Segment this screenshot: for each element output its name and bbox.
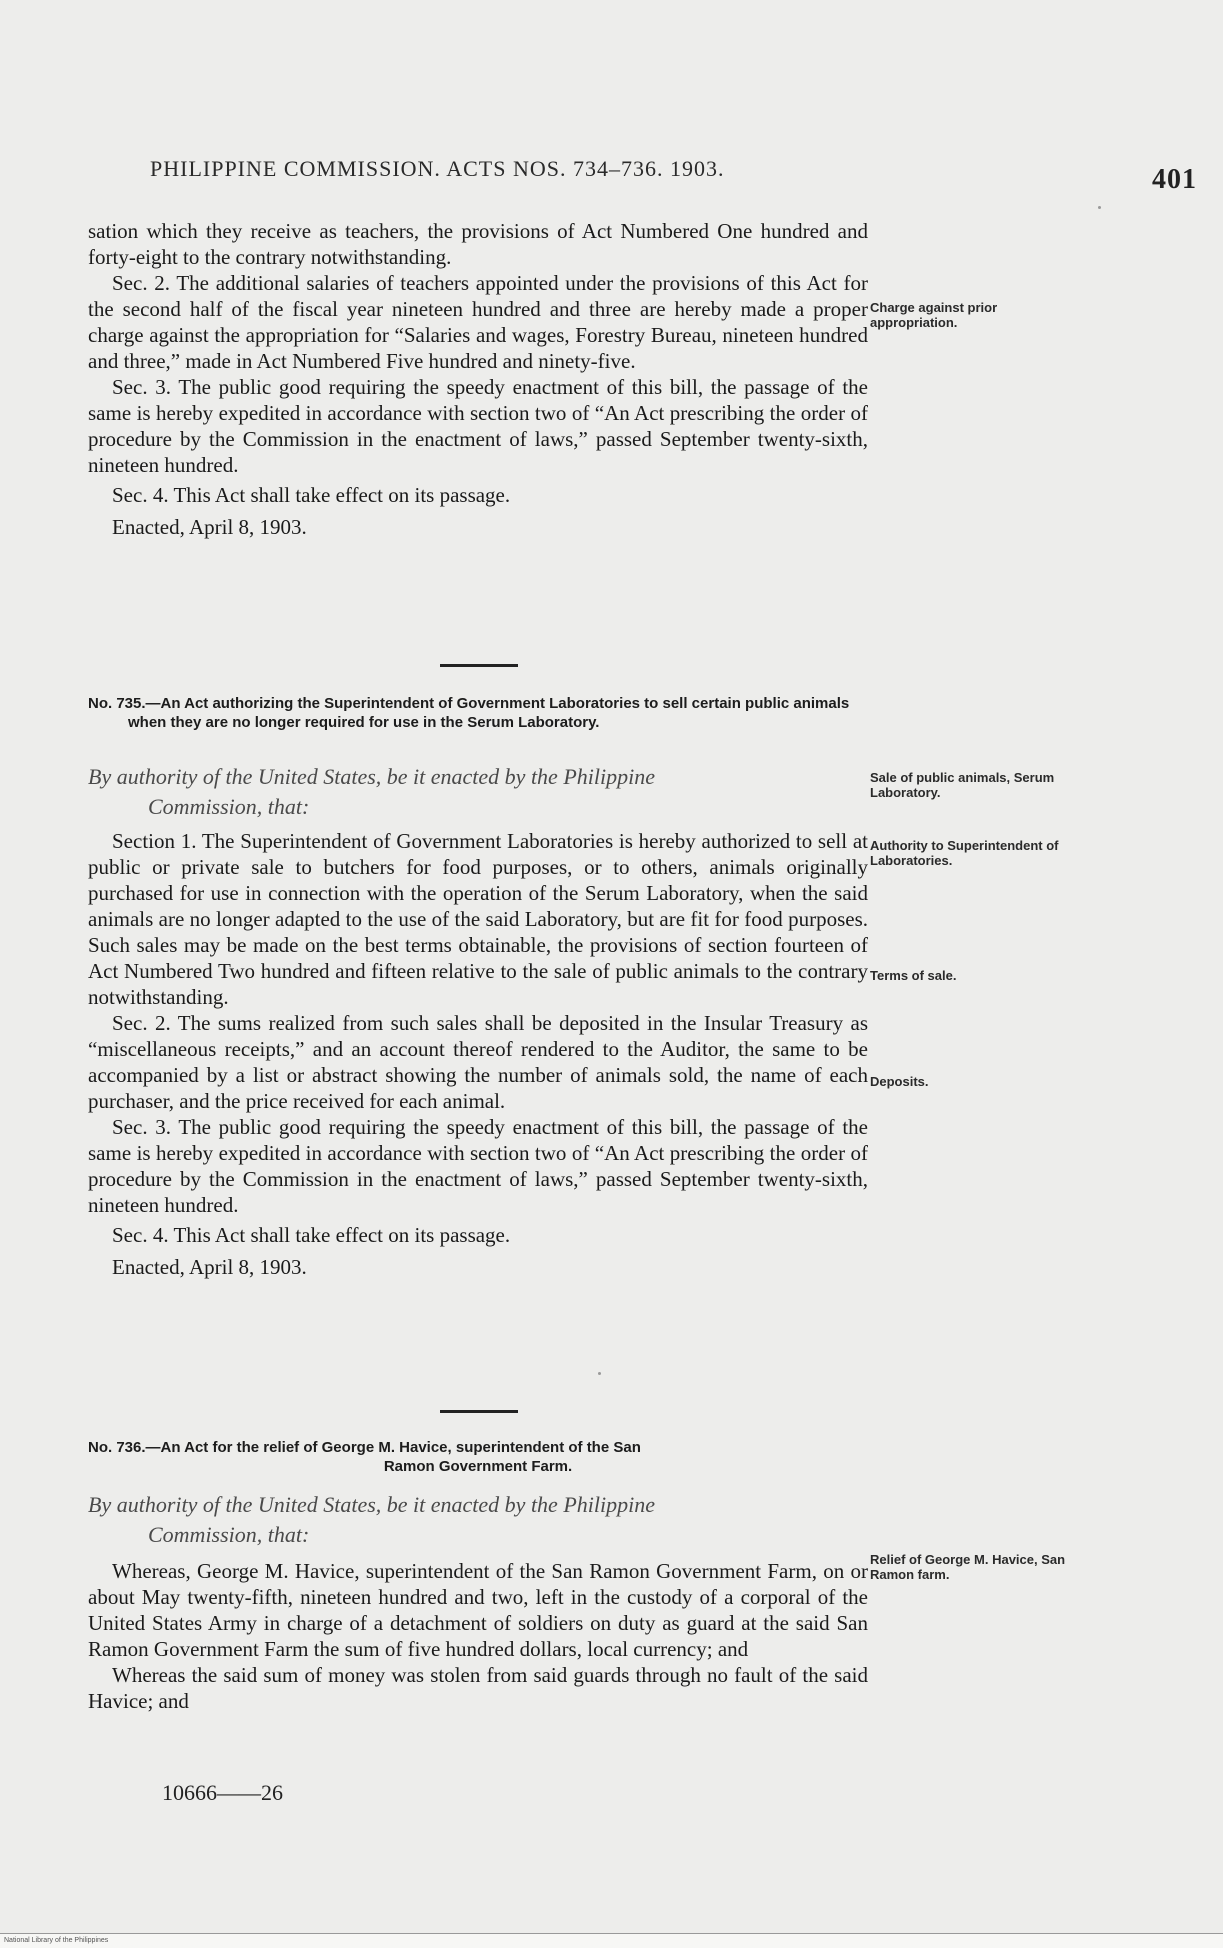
act-735-body bbox=[88, 828, 868, 1280]
paragraph: sation which they receive as teachers, the provisions of Act Numbered One hundred and forty-eight to the contrary notwithstanding. bbox=[88, 219, 868, 269]
section-2: Sec. 2. The sums realized from such sales shall be deposited in the Insular Treasury as “miscellaneous receipts,” and an account thereof rendered to the Auditor, the same to be accompanied by a list or abstract showing the number of animals sold, the name of each purchaser, and the price received for each animal. bbox=[88, 1011, 868, 1113]
act-736-body bbox=[88, 1558, 868, 1714]
enacted-date: Enacted, April 8, 1903. bbox=[112, 515, 307, 539]
enacted-date: Enacted, April 8, 1903. bbox=[112, 1255, 307, 1279]
page-number: 401 bbox=[1152, 164, 1197, 195]
margin-note-sale: Sale of public animals, Serum Laboratory. bbox=[870, 770, 1055, 800]
scan-footer-strip: National Library of the Philippines bbox=[0, 1933, 1223, 1948]
header-title: PHILIPPINE COMMISSION. ACTS NOS. 734–736. 1903. bbox=[150, 156, 725, 181]
act-734-continuation bbox=[88, 218, 868, 540]
section-3: Sec. 3. The public good requiring the speedy enactment of this bill, the passage of the same is hereby expedited in accordance with section two of “An Act prescribing the order of procedure by the Commission in the enactment of laws,” passed September twenty-sixth, nineteen hundred. bbox=[88, 1115, 868, 1217]
section-divider bbox=[440, 1410, 518, 1413]
act-736-authority: By authority of the United States, be it enacted by the Philippine Commission, that: bbox=[88, 1492, 655, 1547]
margin-note-charge: Charge against prior appropriation. bbox=[870, 300, 998, 330]
section-2: Sec. 2. The additional salaries of teachers appointed under the provisions of this Act for the second half of the fiscal year nineteen hundred and three are hereby made a proper charge against the appropriation for “Salaries and wages, Forestry Bureau, nineteen hundred and three,” made in Act Numbered Five hundred and ninety-five. bbox=[88, 271, 868, 373]
margin-note-terms: Terms of sale. bbox=[870, 968, 957, 983]
scan-speck bbox=[598, 1372, 601, 1375]
section-divider bbox=[440, 664, 518, 667]
margin-note-relief: Relief of George M. Havice, San Ramon farm. bbox=[870, 1552, 1066, 1582]
act-735-title: No. 735.—An Act authorizing the Superintendent of Government Laboratories to sell certain public animals when they are no longer required for use in the Serum Laboratory. bbox=[88, 695, 850, 731]
whereas-clause: Whereas the said sum of money was stolen from said guards through no fault of the said Havice; and bbox=[88, 1663, 868, 1713]
section-4: Sec. 4. This Act shall take effect on its passage. bbox=[112, 483, 511, 507]
signature-mark: 10666——26 bbox=[162, 1780, 283, 1805]
act-735-authority: By authority of the United States, be it enacted by the Philippine Commission, that: bbox=[88, 764, 655, 819]
margin-note-deposits: Deposits. bbox=[870, 1074, 929, 1089]
scan-speck bbox=[1098, 206, 1101, 209]
whereas-clause: Whereas, George M. Havice, superintendent of the San Ramon Government Farm, on or about May twenty-fifth, nineteen hundred and two, left in the custody of a corporal of the United States Army in charge of a detachment of soldiers on duty as guard at the said San Ramon Government Farm the sum of five hundred dollars, local currency; and bbox=[88, 1559, 868, 1661]
section-4: Sec. 4. This Act shall take effect on its passage. bbox=[112, 1223, 511, 1247]
margin-note-authority: Authority to Superintendent of Laboratories. bbox=[870, 838, 1059, 868]
section-1: Section 1. The Superintendent of Government Laboratories is hereby authorized to sell at public or private sale to butchers for food purposes, or to others, animals originally purchased for use in connection with the operation of the Serum Laboratory, when the said animals are no longer adapted to the use of the said Laboratory, but are fit for food purposes. Such sales may be made on the best terms obtainable, the provisions of section fourteen of Act Numbered Two hundred and fifteen relative to the sale of public animals to the contrary notwithstanding. bbox=[88, 829, 868, 1009]
section-3: Sec. 3. The public good requiring the speedy enactment of this bill, the passage of the same is hereby expedited in accordance with section two of “An Act prescribing the order of procedure by the Commission in the enactment of laws,” passed September twenty-sixth, nineteen hundred. bbox=[88, 375, 868, 477]
act-736-title: No. 736.—An Act for the relief of George M. Havice, superintendent of the San Ramon Government Farm. bbox=[88, 1439, 641, 1475]
